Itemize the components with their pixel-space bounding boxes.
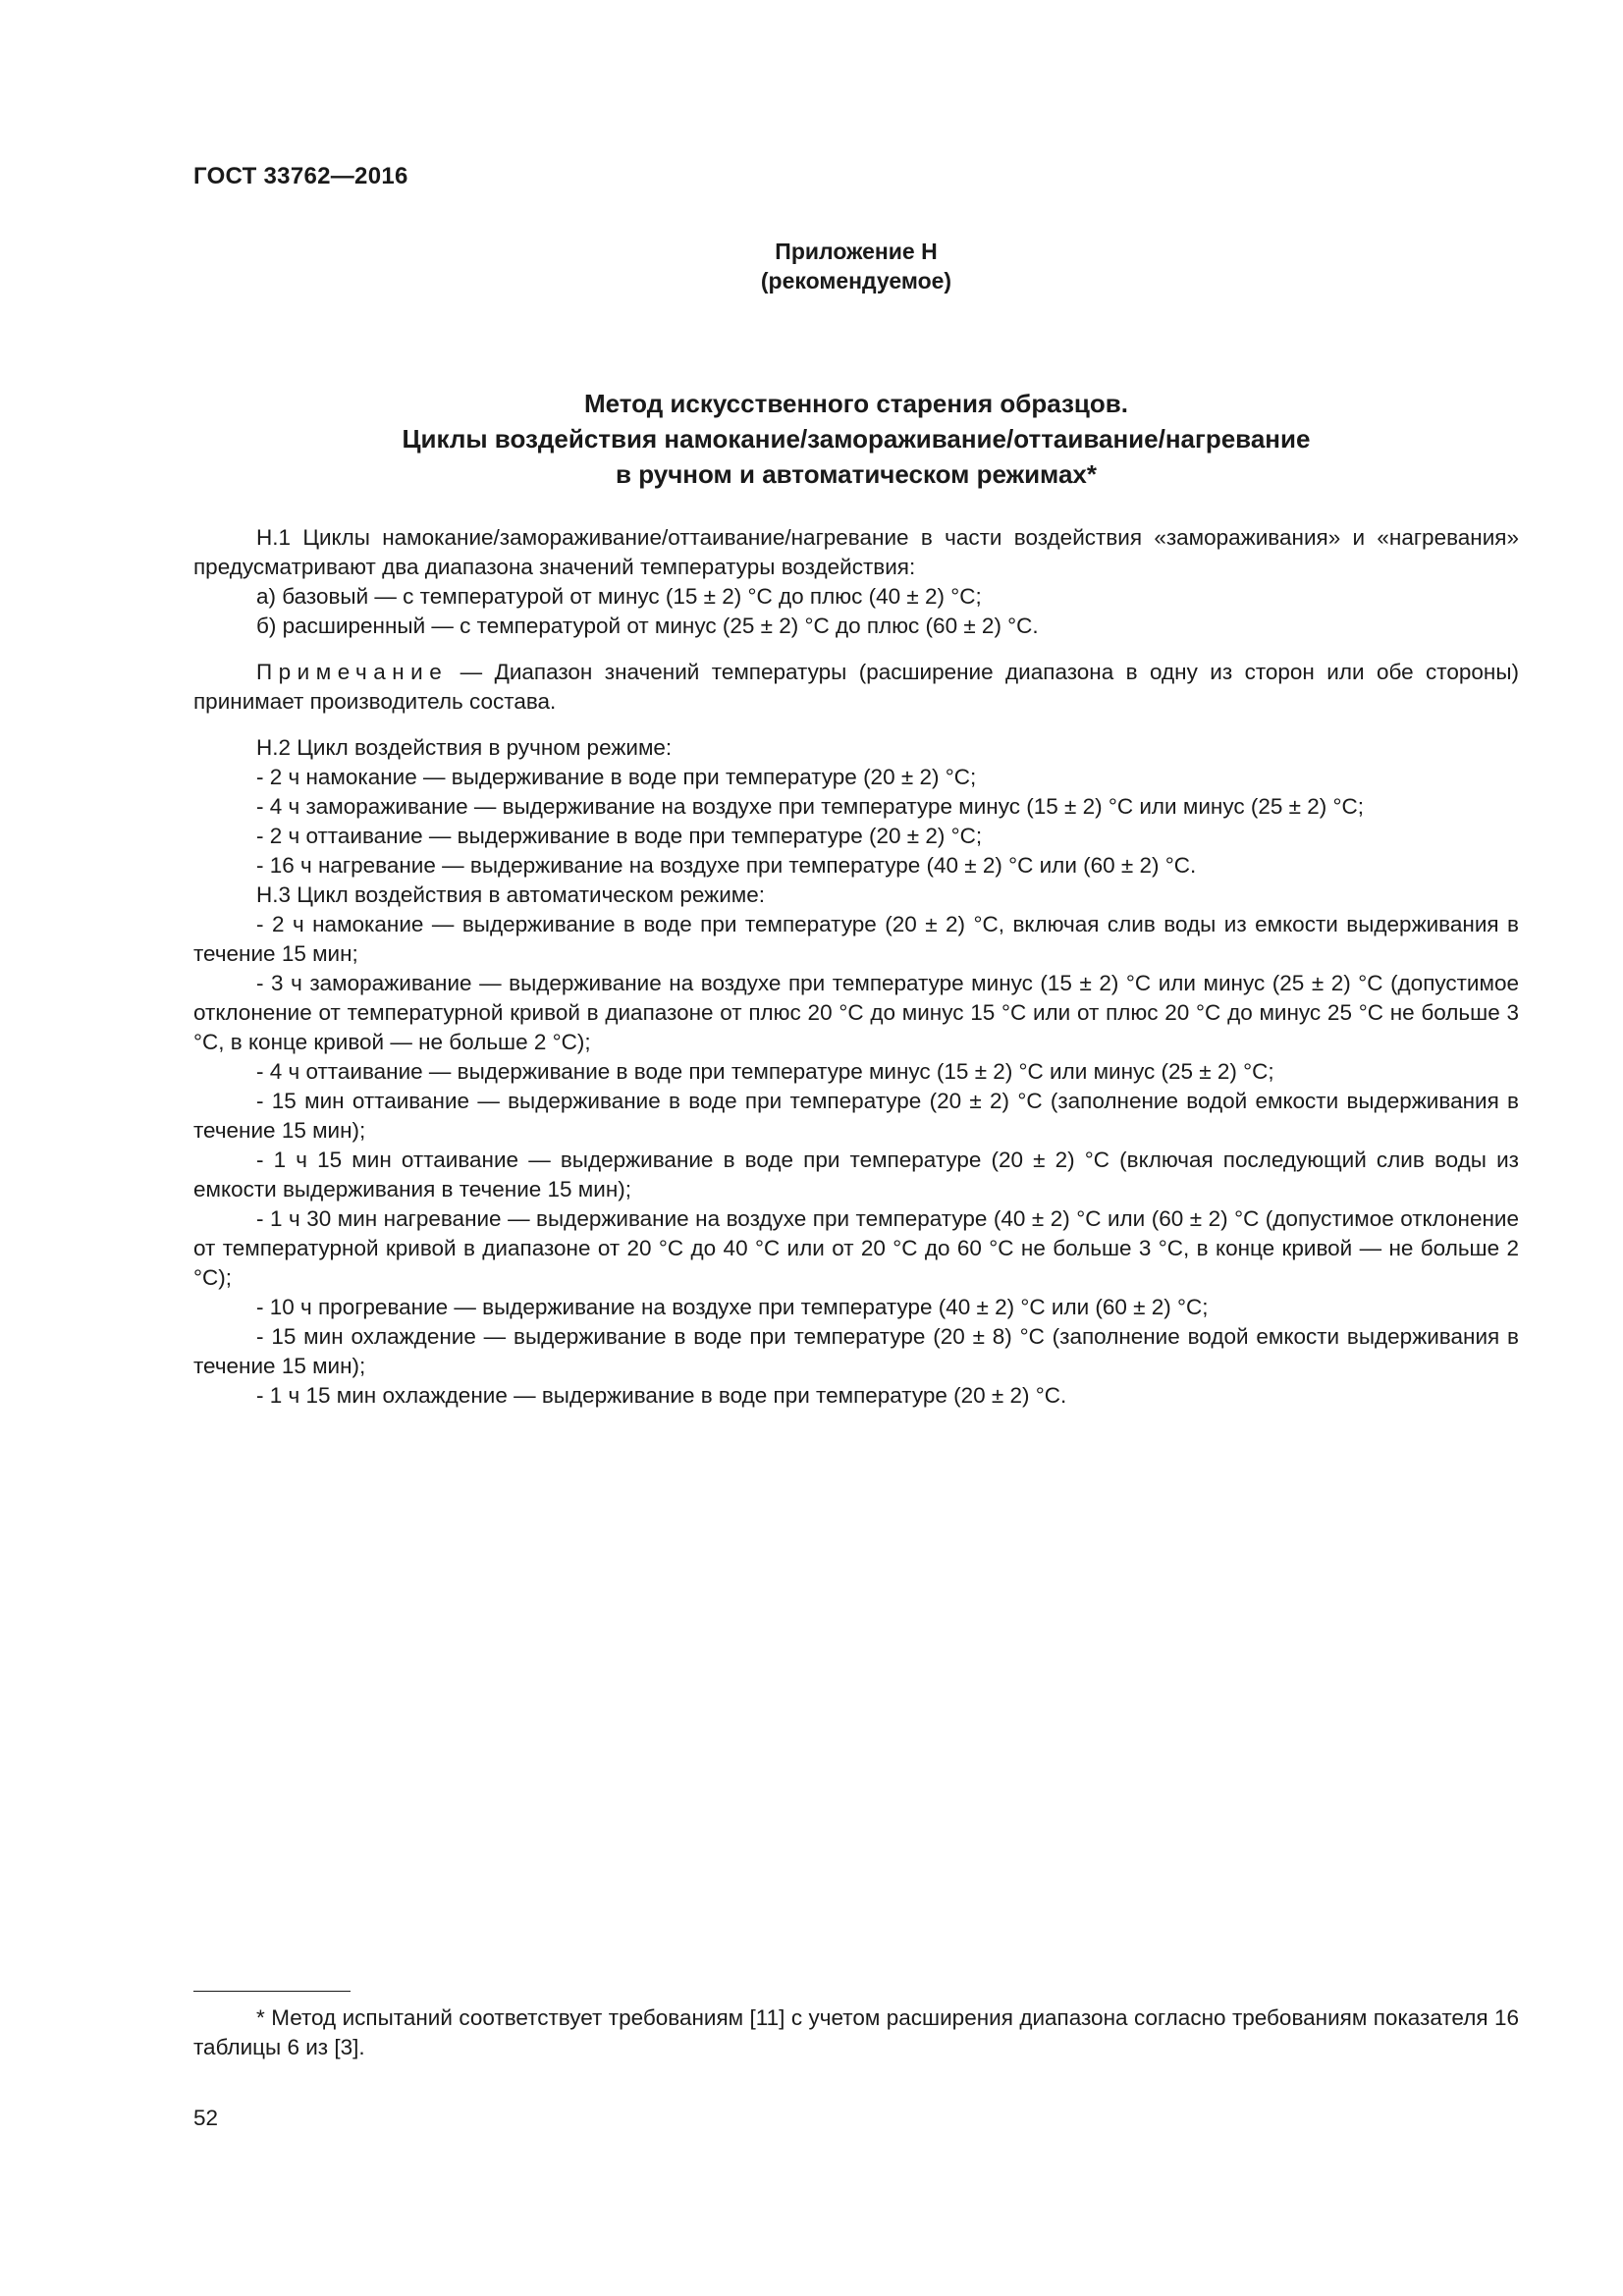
note <box>193 658 1519 717</box>
list-item: - 2 ч оттаивание — выдерживание в воде при температуре (20 ± 2) °С; <box>256 824 983 848</box>
list-item: а) базовый — с температурой от минус (15 ± 2) °С до плюс (40 ± 2) °С; <box>256 584 982 609</box>
page-number: 52 <box>193 2106 219 2130</box>
annex-heading <box>193 237 1519 295</box>
annex-status: (рекомендуемое) <box>760 268 952 294</box>
list-item: б) расширенный — с температурой от минус (25 ± 2) °С до плюс (60 ± 2) °С. <box>256 614 1039 638</box>
annex-title <box>193 386 1519 492</box>
note-label: Примечание <box>256 660 449 684</box>
footnote-text: * Метод испытаний соответствует требованиям [11] с учетом расширения диапазона согласно требованиям показателя 16 таблицы 6 из [3]. <box>193 2005 1519 2059</box>
list-item: - 10 ч прогревание — выдерживание на воздухе при температуре (40 ± 2) °С или (60 ± 2) °С; <box>256 1295 1209 1319</box>
annex-label: Приложение Н <box>775 239 938 264</box>
list-item: - 2 ч намокание — выдерживание в воде при температуре (20 ± 2) °С; <box>256 765 977 789</box>
section-h2-heading: Н.2 Цикл воздействия в ручном режиме: <box>256 735 673 760</box>
list-item: - 3 ч замораживание — выдерживание на воздухе при температуре минус (15 ± 2) °С или минус (25 ± 2) °С (допустимое отклонение от температурной кривой в диапазоне от плюс 20 °С до минус 15 °С или от плюс 20 °С до минус 25 °С не больше 3 °С, в конце кривой — не больше 2 °С); <box>193 971 1519 1054</box>
list-item: - 2 ч намокание — выдерживание в воде при температуре (20 ± 2) °С, включая слив воды из емкости выдерживания в течение 15 мин; <box>193 912 1519 966</box>
annex-title-line: Циклы воздействия намокание/замораживание/оттаивание/нагревание <box>402 424 1311 454</box>
list-item: - 15 мин охлаждение — выдерживание в воде при температуре (20 ± 8) °С (заполнение водой емкости выдерживания в течение 15 мин); <box>193 1324 1519 1378</box>
document-code: ГОСТ 33762—2016 <box>193 163 408 189</box>
footnote <box>193 2003 1519 2062</box>
list-item: - 4 ч оттаивание — выдерживание в воде при температуре минус (15 ± 2) °С или минус (25 ± 2) °С; <box>256 1059 1274 1084</box>
list-item: - 16 ч нагревание — выдерживание на воздухе при температуре (40 ± 2) °С или (60 ± 2) °С. <box>256 853 1197 878</box>
note-text: — Диапазон значений температуры (расширение диапазона в одну из сторон или обе стороны) принимает производитель состава. <box>193 660 1519 714</box>
footnote-divider <box>193 1991 351 1992</box>
section-h1-intro: Н.1 Циклы намокание/замораживание/оттаивание/нагревание в части воздействия «замораживания» и «нагревания» предусматривают два диапазона значений температуры воздействия: <box>193 525 1519 579</box>
list-item: - 1 ч 15 мин охлаждение — выдерживание в воде при температуре (20 ± 2) °С. <box>256 1383 1067 1408</box>
list-item: - 15 мин оттаивание — выдерживание в воде при температуре (20 ± 2) °С (заполнение водой емкости выдерживания в течение 15 мин); <box>193 1089 1519 1143</box>
list-item: - 1 ч 15 мин оттаивание — выдерживание в воде при температуре (20 ± 2) °С (включая последующий слив воды из емкости выдерживания в течение 15 мин); <box>193 1148 1519 1201</box>
section-h3-heading: Н.3 Цикл воздействия в автоматическом режиме: <box>256 882 766 907</box>
section-h1 <box>193 523 1519 1411</box>
list-item: - 1 ч 30 мин нагревание — выдерживание на воздухе при температуре (40 ± 2) °С или (60 ± 2) °С (допустимое отклонение от температурной кривой в диапазоне от 20 °С до 40 °С или от 20 °С до 60 °С не больше 3 °С, в конце кривой — не больше 2 °С); <box>193 1206 1519 1290</box>
annex-title-line: Метод искусственного старения образцов. <box>583 389 1128 418</box>
list-item: - 4 ч замораживание — выдерживание на воздухе при температуре минус (15 ± 2) °С или минус (25 ± 2) °С; <box>256 794 1364 819</box>
annex-title-line: в ручном и автоматическом режимах* <box>616 459 1097 489</box>
